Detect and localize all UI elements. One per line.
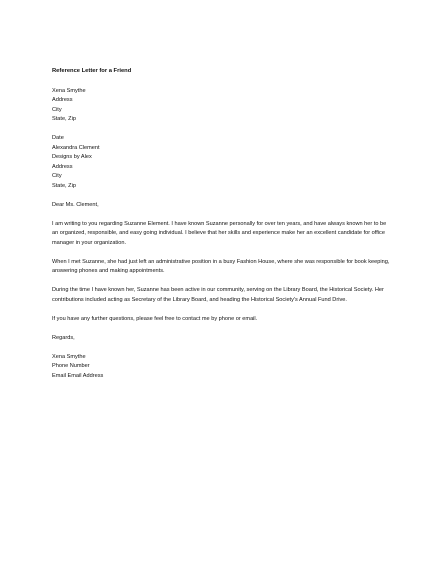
body-paragraph: I am writing to you regarding Suzanne Element. I have known Suzanne personally for over ten years, and have always known her to be an organized, responsible, and easy going individual. I believe that her skills and experience make her an excellent candidate for office manager in your organization. [52,220,387,246]
closing: Regards, [52,334,75,341]
body-paragraph: When I met Suzanne, she had just left an administrative position in a busy Fashion House, where she was responsible for book keeping, answering phones and making appointments. [52,258,390,274]
recipient-city: City [52,173,62,179]
body-paragraph: During the time I have known her, Suzanne has been active in our community, serving on the Library Board, the Historical Society. Her contributions included acting as Secretary of the Library Board, and heading the Historical Society's Annual Fund Drive. [52,287,384,303]
sender-address-block [52,87,392,125]
signature-block [52,353,392,382]
letter-date: Date [52,135,64,141]
signature-phone: Phone Number [52,363,90,369]
recipient-address-block [52,134,392,191]
recipient-company: Designs by Alex [52,154,92,160]
salutation: Dear Ms. Clement, [52,201,99,208]
body-paragraph: If you have any further questions, please feel free to contact me by phone or email. [52,315,258,322]
recipient-name: Alexandra Clement [52,144,100,151]
letter-title: Reference Letter for a Friend [52,68,132,74]
letter-page [52,67,392,391]
recipient-state-zip: State, Zip [52,182,76,189]
sender-city: City [52,106,62,113]
recipient-address: Address [52,163,73,170]
sender-name: Xena Smythe [52,87,86,94]
signature-name: Xena Smythe [52,353,86,360]
signature-email: Email Email Address [52,372,104,379]
sender-address: Address [52,97,73,103]
sender-state-zip: State, Zip [52,116,76,122]
